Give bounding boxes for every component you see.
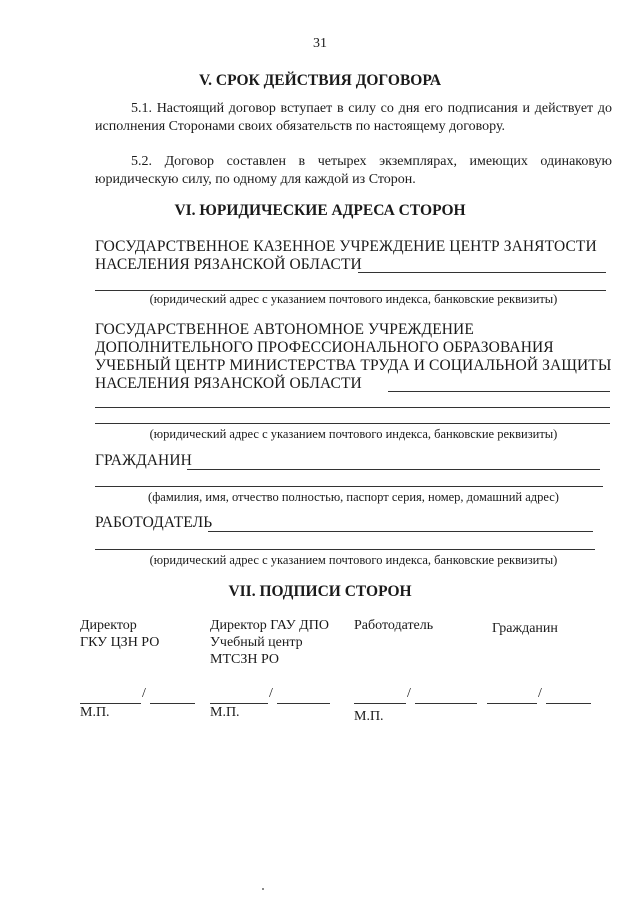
org2-name-line1: ГОСУДАРСТВЕННОЕ АВТОНОМНОЕ УЧРЕЖДЕНИЕ [95, 321, 474, 338]
employer-label: РАБОТОДАТЕЛЬ [95, 514, 213, 531]
paragraph-5-2: 5.2. Договор составлен в четырех экземплярах, имеющих одинаковую юридическую силу, по одному для каждой из Сторон. [95, 154, 612, 187]
signature-1-line[interactable] [80, 703, 141, 704]
signature-3-slash: / [407, 686, 411, 701]
employer-data-line-1[interactable] [208, 531, 593, 532]
section-5-title: V. СРОК ДЕЙСТВИЯ ДОГОВОРА [198, 72, 442, 89]
section-7-title: VII. ПОДПИСИ СТОРОН [228, 583, 412, 600]
org2-name-line2: ДОПОЛНИТЕЛЬНОГО ПРОФЕССИОНАЛЬНОГО ОБРАЗОВАНИЯ [95, 339, 554, 356]
signature-3-line[interactable] [354, 703, 406, 704]
org2-address-line-3[interactable] [95, 423, 610, 424]
employer-caption: (юридический адрес с указанием почтового индекса, банковские реквизиты) [149, 553, 558, 567]
org1-address-line-2[interactable] [95, 290, 606, 291]
citizen-caption: (фамилия, имя, отчество полностью, паспорт серия, номер, домашний адрес) [148, 490, 559, 504]
org2-address-line-1[interactable] [388, 391, 610, 392]
signature-2-slash: / [269, 686, 273, 701]
signature-1-name-line[interactable] [150, 703, 195, 704]
signatory-4-title: Гражданин [492, 621, 558, 636]
org1-name-line1: ГОСУДАРСТВЕННОЕ КАЗЕННОЕ УЧРЕЖДЕНИЕ ЦЕНТР ЗАНЯТОСТИ [95, 238, 597, 255]
scan-speck [262, 888, 264, 890]
org1-address-caption: (юридический адрес с указанием почтового индекса, банковские реквизиты) [149, 292, 558, 306]
signatory-1-title-line2: ГКУ ЦЗН РО [80, 635, 160, 650]
signatory-2-title-line3: МТСЗН РО [210, 652, 280, 667]
signature-4-slash: / [538, 686, 542, 701]
citizen-label: ГРАЖДАНИН [95, 452, 192, 469]
signature-3-name-line[interactable] [415, 703, 477, 704]
signature-2-name-line[interactable] [277, 703, 330, 704]
employer-data-line-2[interactable] [95, 549, 595, 550]
org2-address-caption: (юридический адрес с указанием почтового индекса, банковские реквизиты) [149, 427, 558, 441]
org2-name-line3: УЧЕБНЫЙ ЦЕНТР МИНИСТЕРСТВА ТРУДА И СОЦИАЛЬНОЙ ЗАЩИТЫ [95, 357, 612, 374]
citizen-data-line-1[interactable] [187, 469, 600, 470]
signatory-1-title-line1: Директор [80, 618, 137, 633]
org2-address-line-2[interactable] [95, 407, 610, 408]
signatory-2-title-line1: Директор ГАУ ДПО [210, 618, 329, 633]
stamp-place-2: М.П. [210, 705, 240, 720]
org1-address-line-1[interactable] [358, 272, 606, 273]
org1-name-line2: НАСЕЛЕНИЯ РЯЗАНСКОЙ ОБЛАСТИ [95, 256, 362, 273]
signature-1-slash: / [142, 686, 146, 701]
signatory-2-title-line2: Учебный центр [210, 635, 303, 650]
signature-2-line[interactable] [210, 703, 268, 704]
signatory-3-title: Работодатель [354, 618, 434, 633]
signature-4-line[interactable] [487, 703, 537, 704]
stamp-place-1: М.П. [80, 705, 110, 720]
signature-4-name-line[interactable] [546, 703, 591, 704]
org2-name-line4: НАСЕЛЕНИЯ РЯЗАНСКОЙ ОБЛАСТИ [95, 375, 362, 392]
stamp-place-3: М.П. [354, 709, 384, 724]
section-6-title: VI. ЮРИДИЧЕСКИЕ АДРЕСА СТОРОН [174, 202, 466, 219]
paragraph-5-1: 5.1. Настоящий договор вступает в силу со дня его подписания и действует до исполнения Сторонами своих обязательств по настоящему договору. [95, 101, 612, 134]
citizen-data-line-2[interactable] [95, 486, 603, 487]
page-number: 31 [313, 36, 327, 51]
